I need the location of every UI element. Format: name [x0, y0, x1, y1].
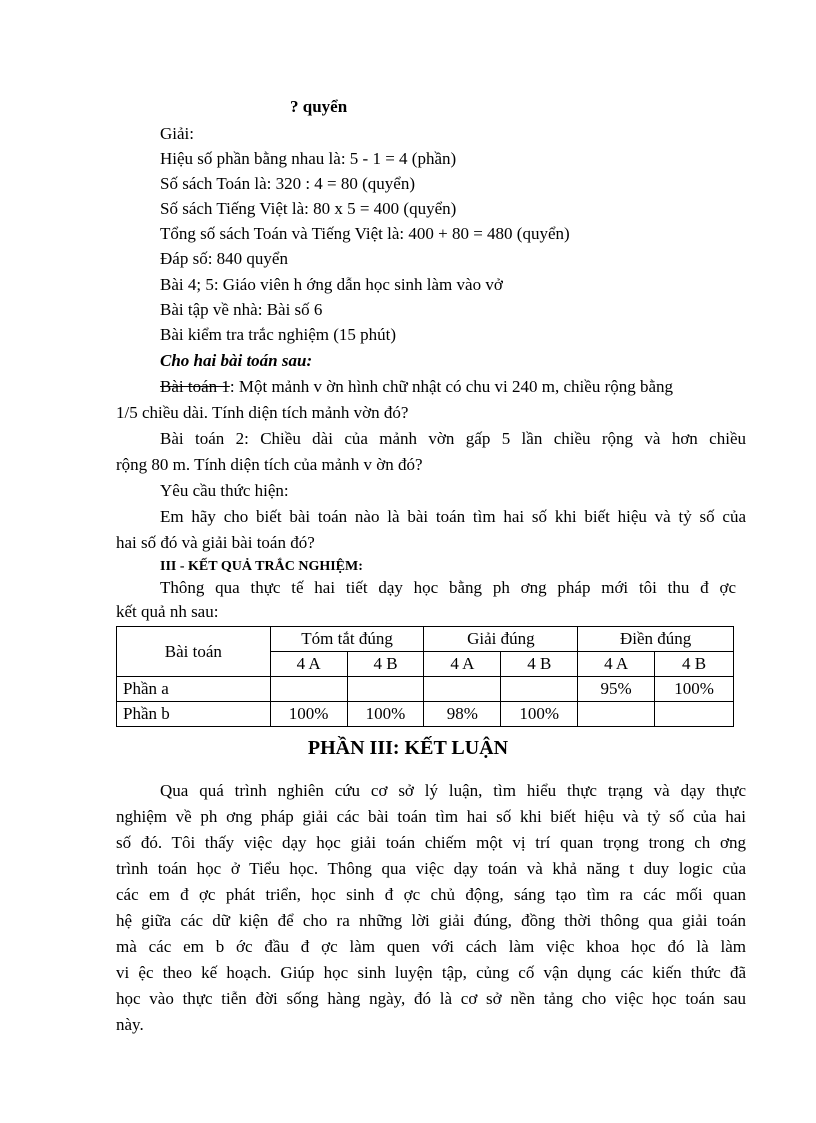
- table-cell: 100%: [501, 702, 578, 727]
- table-cell: [424, 677, 501, 702]
- table-cell: 100%: [270, 702, 347, 727]
- conclusion-line: vi ệc theo kế hoạch. Giúp học sinh luyện tập, củng cố vận dụng các kiến thức đã: [116, 963, 746, 982]
- solution-step-3: Số sách Tiếng Việt là: 80 x 5 = 400 (quyển): [160, 199, 457, 218]
- task-4-5: Bài 4; 5: Giáo viên h ớng dẫn học sinh làm vào vở: [160, 275, 503, 294]
- table-corner-cell: Bài toán: [117, 627, 271, 677]
- problem-1-label: Bài toán 1: [160, 377, 230, 396]
- row-label: Phần a: [117, 677, 271, 702]
- solution-step-2: Số sách Toán là: 320 : 4 = 80 (quyển): [160, 174, 416, 193]
- table-row: [117, 702, 734, 727]
- answer-line: Đáp số: 840 quyển: [160, 249, 288, 268]
- conclusion-line: mà các em b ớc đầu đ ợc làm quen với cách làm việc khoa học đó là làm: [116, 937, 746, 956]
- quiz-line: Bài kiểm tra trắc nghiệm (15 phút): [160, 325, 397, 344]
- conclusion-line: số đó. Tôi thấy việc dạy học giải toán chiếm một vị trí quan trọng trong ch ơng: [116, 833, 746, 852]
- conclusion-line: trình toán học ở Tiểu học. Thông qua việc dạy toán và khả năng t duy logic của: [116, 859, 746, 878]
- table-cell: [655, 702, 734, 727]
- conclusion-line: Qua quá trình nghiên cứu cơ sở lý luận, tìm hiểu thực trạng và dạy thực: [160, 781, 746, 800]
- table-cell: 100%: [655, 677, 734, 702]
- section-3-title: III - KẾT QUẢ TRẮC NGHIỆM:: [160, 559, 363, 574]
- given-problems-heading: Cho hai bài toán sau:: [160, 351, 313, 370]
- solution-step-4: Tổng số sách Toán và Tiếng Việt là: 400 + 80 = 480 (quyển): [160, 224, 570, 243]
- table-cell: 100%: [347, 702, 424, 727]
- conclusion-title: PHẦN III: KẾT LUẬN: [307, 737, 509, 759]
- table-row: [117, 677, 734, 702]
- table-header-row: [117, 627, 734, 652]
- class-header: 4 A: [270, 652, 347, 677]
- class-header: 4 A: [424, 652, 501, 677]
- results-table: [116, 626, 734, 727]
- section-3-line-2: kết quả nh sau:: [116, 602, 219, 621]
- solution-label: Giải:: [160, 124, 194, 143]
- group-summary-header: Tóm tắt đúng: [270, 627, 424, 652]
- conclusion-line: nghiệm về ph ơng pháp giải các bài toán tìm hai số khi biết hiệu và tỷ số của hai: [116, 807, 746, 826]
- conclusion-line: các em đ ợc phát triển, học sinh đ ợc chủ động, sáng tạo tìm ra các mối quan: [116, 885, 746, 904]
- group-solve-header: Giải đúng: [424, 627, 578, 652]
- problem-2-line-1: Bài toán 2: Chiều dài của mảnh vờn gấp 5 lần chiều rộng và hơn chiều: [160, 429, 746, 448]
- conclusion-line: này.: [116, 1015, 144, 1034]
- section-3-line-1: Thông qua thực tế hai tiết dạy học bằng ph ơng pháp mới tôi thu đ ợc: [160, 578, 736, 597]
- class-header: 4 B: [347, 652, 424, 677]
- problem-1-line-1: [160, 376, 746, 398]
- conclusion-line: học vào thực tiễn đời sống hàng ngày, đó là cơ sở nền tảng cho việc học toán sau: [116, 989, 746, 1008]
- question-line-2: hai số đó và giải bài toán đó?: [116, 533, 315, 552]
- table-cell: 98%: [424, 702, 501, 727]
- conclusion-line: hệ giữa các dữ kiện để cho ra những lời giải đúng, đồng thời thông qua giải toán: [116, 911, 746, 930]
- table-cell: [270, 677, 347, 702]
- problem-1-text: : Một mảnh v ờn hình chữ nhật có chu vi 240 m, chiều rộng bằng: [229, 377, 674, 396]
- solution-step-1: Hiệu số phần bằng nhau là: 5 - 1 = 4 (phần): [160, 149, 457, 168]
- question-line-1: Em hãy cho biết bài toán nào là bài toán tìm hai số khi biết hiệu và tỷ số của: [160, 507, 746, 526]
- class-header: 4 B: [501, 652, 578, 677]
- unknown-label: ? quyển: [290, 97, 348, 116]
- class-header: 4 B: [655, 652, 734, 677]
- row-label: Phần b: [117, 702, 271, 727]
- table-cell: [347, 677, 424, 702]
- homework-line: Bài tập về nhà: Bài số 6: [160, 300, 323, 319]
- class-header: 4 A: [578, 652, 655, 677]
- group-fill-header: Điền đúng: [578, 627, 734, 652]
- requirement-label: Yêu cầu thức hiện:: [160, 481, 289, 500]
- problem-1-line-2: 1/5 chiều dài. Tính diện tích mảnh vờn đó?: [116, 403, 409, 422]
- table-cell: 95%: [578, 677, 655, 702]
- table-cell: [501, 677, 578, 702]
- table-cell: [578, 702, 655, 727]
- problem-2-line-2: rộng 80 m. Tính diện tích của mảnh v ờn đó?: [116, 455, 423, 474]
